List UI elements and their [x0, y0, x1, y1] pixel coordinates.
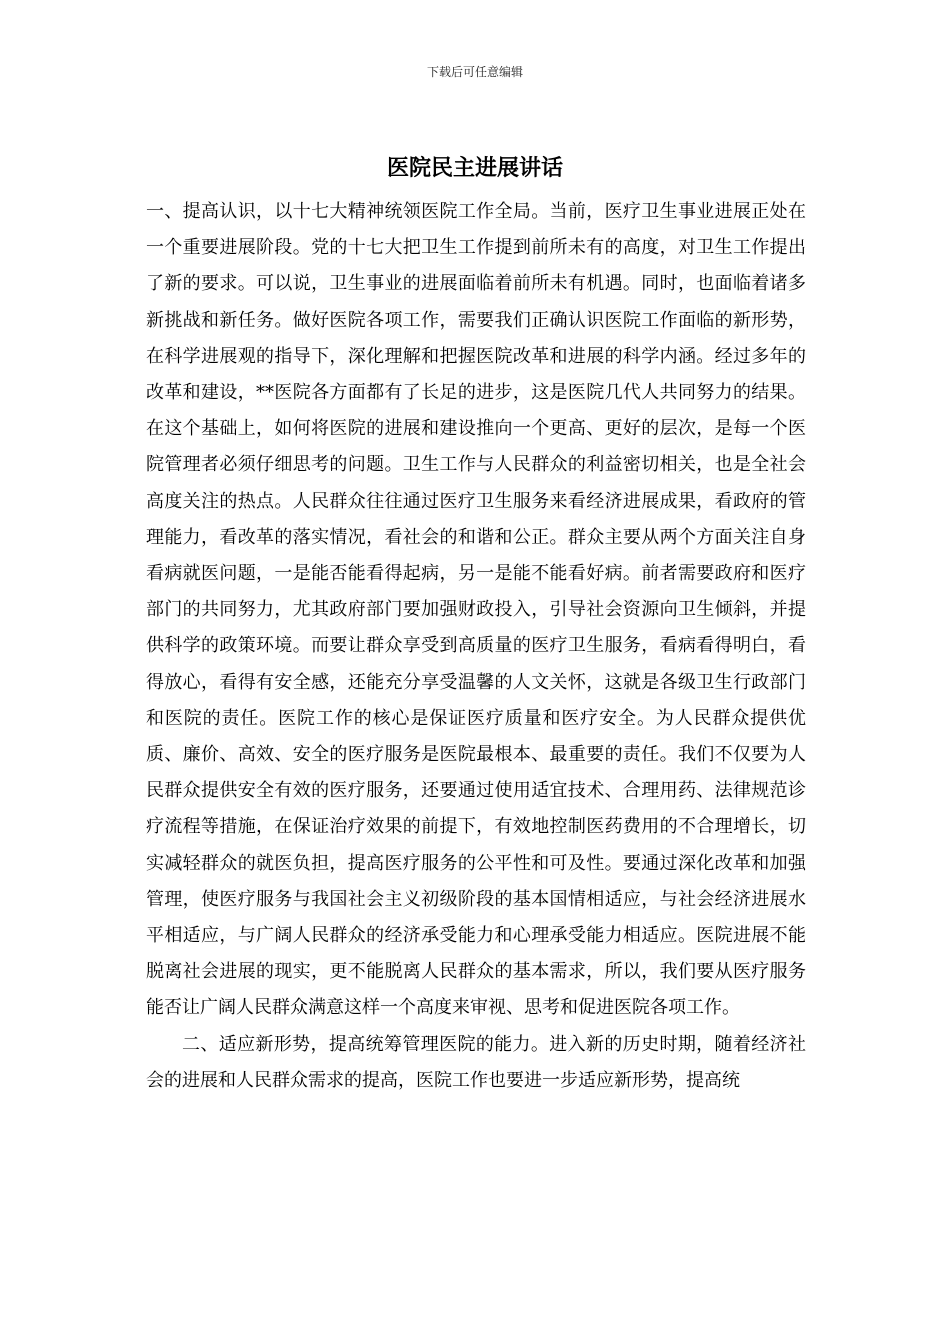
paragraph-1: 一、提高认识，以十七大精神统领医院工作全局。当前，医疗卫生事业进展正处在一个重要进展阶段。党的十七大把卫生工作提到前所未有的高度，对卫生工作提出了新的要求。可以说，卫生事业的进展面临着前所未有机遇。同时，也面临着诸多新挑战和新任务。做好医院各项工作，需要我们正确认识医院工作面临的新形势，在科学进展观的指导下，深化理解和把握医院改革和进展的科学内涵。经过多年的改革和建设，**医院各方面都有了长足的进步，这是医院几代人共同努力的结果。在这个基础上，如何将医院的进展和建设推向一个更高、更好的层次，是每一个医院管理者必须仔细思考的问题。卫生工作与人民群众的利益密切相关，也是全社会高度关注的热点。人民群众往往通过医疗卫生服务来看经济进展成果，看政府的管理能力，看改革的落实情况，看社会的和谐和公正。群众主要从两个方面关注自身看病就医问题，一是能否能看得起病，另一是能不能看好病。前者需要政府和医疗部门的共同努力，尤其政府部门要加强财政投入，引导社会资源向卫生倾斜，并提供科学的政策环境。而要让群众享受到高质量的医疗卫生服务，看病看得明白，看得放心，看得有安全感，还能充分享受温馨的人文关怀，这就是各级卫生行政部门和医院的责任。医院工作的核心是保证医疗质量和医疗安全。为人民群众提供优质、廉价、高效、安全的医疗服务是医院最根本、最重要的责任。我们不仅要为人民群众提供安全有效的医疗服务，还要通过使用适宜技术、合理用药、法律规范诊疗流程等措施，在保证治疗效果的前提下，有效地控制医药费用的不合理增长，切实减轻群众的就医负担，提高医疗服务的公平性和可及性。要通过深化改革和加强管理，使医疗服务与我国社会主义初级阶段的基本国情相适应，与社会经济进展水平相适应，与广阔人民群众的经济承受能力和心理承受能力相适应。医院进展不能脱离社会进展的现实，更不能脱离人民群众的基本需求，所以，我们要从医疗服务能否让广阔人民群众满意这样一个高度来审视、思考和促进医院各项工作。	[146, 201, 806, 1019]
download-note: 下载后可任意编辑	[426, 65, 523, 79]
paragraph-2: 二、适应新形势，提高统筹管理医院的能力。进入新的历史时期，随着经济社会的进展和人民群众需求的提高，医院工作也要进一步适应新形势，提高统	[146, 1033, 806, 1091]
document-body	[146, 194, 806, 1099]
document-title: 医院民主进展讲话	[386, 155, 563, 181]
